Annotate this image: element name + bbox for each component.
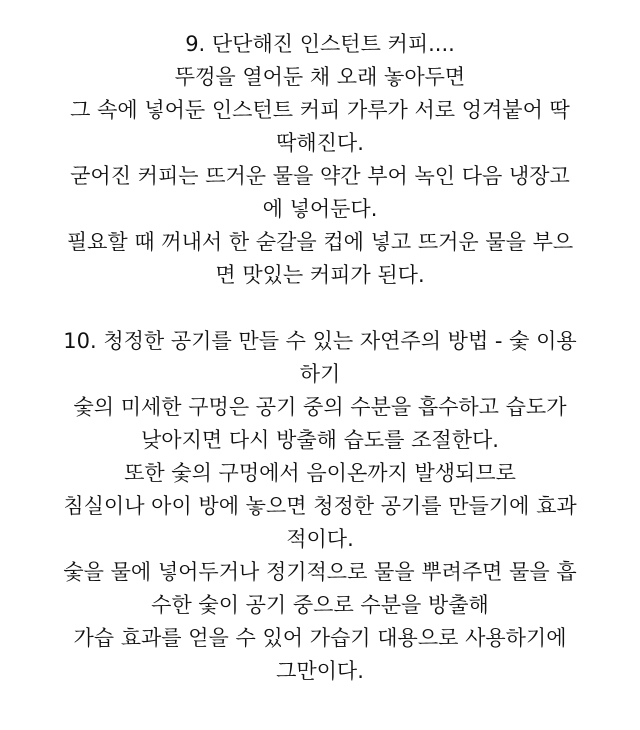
charcoal-tip-section (0, 325, 640, 688)
coffee-tip-section (0, 28, 640, 292)
section-title: 10. 청정한 공기를 만들 수 있는 자연주의 방법 - 숯 이용 (63, 329, 577, 353)
text-line: 뚜껑을 열어둔 채 오래 놓아두면 (174, 65, 466, 89)
text-line: 필요할 때 꺼내서 한 숟갈을 컵에 넣고 뜨거운 물을 부으 (66, 230, 574, 254)
text-line: 가습 효과를 얻을 수 있어 가습기 대용으로 사용하기에 (73, 626, 567, 650)
text-line: 그만이다. (276, 659, 364, 683)
text-line: 굳어진 커피는 뜨거운 물을 약간 부어 녹인 다음 냉장고 (70, 164, 570, 188)
text-line: 딱해진다. (276, 131, 364, 155)
text-line: 수한 숯이 공기 중으로 수분을 방출해 (151, 593, 489, 617)
text-line: 면 맛있는 커피가 된다. (215, 263, 425, 287)
section-title: 9. 단단해진 인스턴트 커피.... (185, 32, 455, 56)
text-line: 에 넣어둔다. (262, 197, 378, 221)
text-line: 그 속에 넣어둔 인스턴트 커피 가루가 서로 엉겨붙어 딱 (70, 98, 570, 122)
text-line: 적이다. (286, 527, 354, 551)
text-line: 또한 숯의 구멍에서 음이온까지 발생되므로 (124, 461, 516, 485)
text-line: 숯을 물에 넣어두거나 정기적으로 물을 뿌려주면 물을 흡 (63, 560, 577, 584)
text-line: 숯의 미세한 구멍은 공기 중의 수분을 흡수하고 습도가 (73, 395, 567, 419)
section-gap (0, 292, 640, 325)
text-line: 침실이나 아이 방에 놓으면 청정한 공기를 만들기에 효과 (63, 494, 577, 518)
text-line: 낮아지면 다시 방출해 습도를 조절한다. (141, 428, 499, 452)
text-line: 하기 (299, 362, 341, 386)
